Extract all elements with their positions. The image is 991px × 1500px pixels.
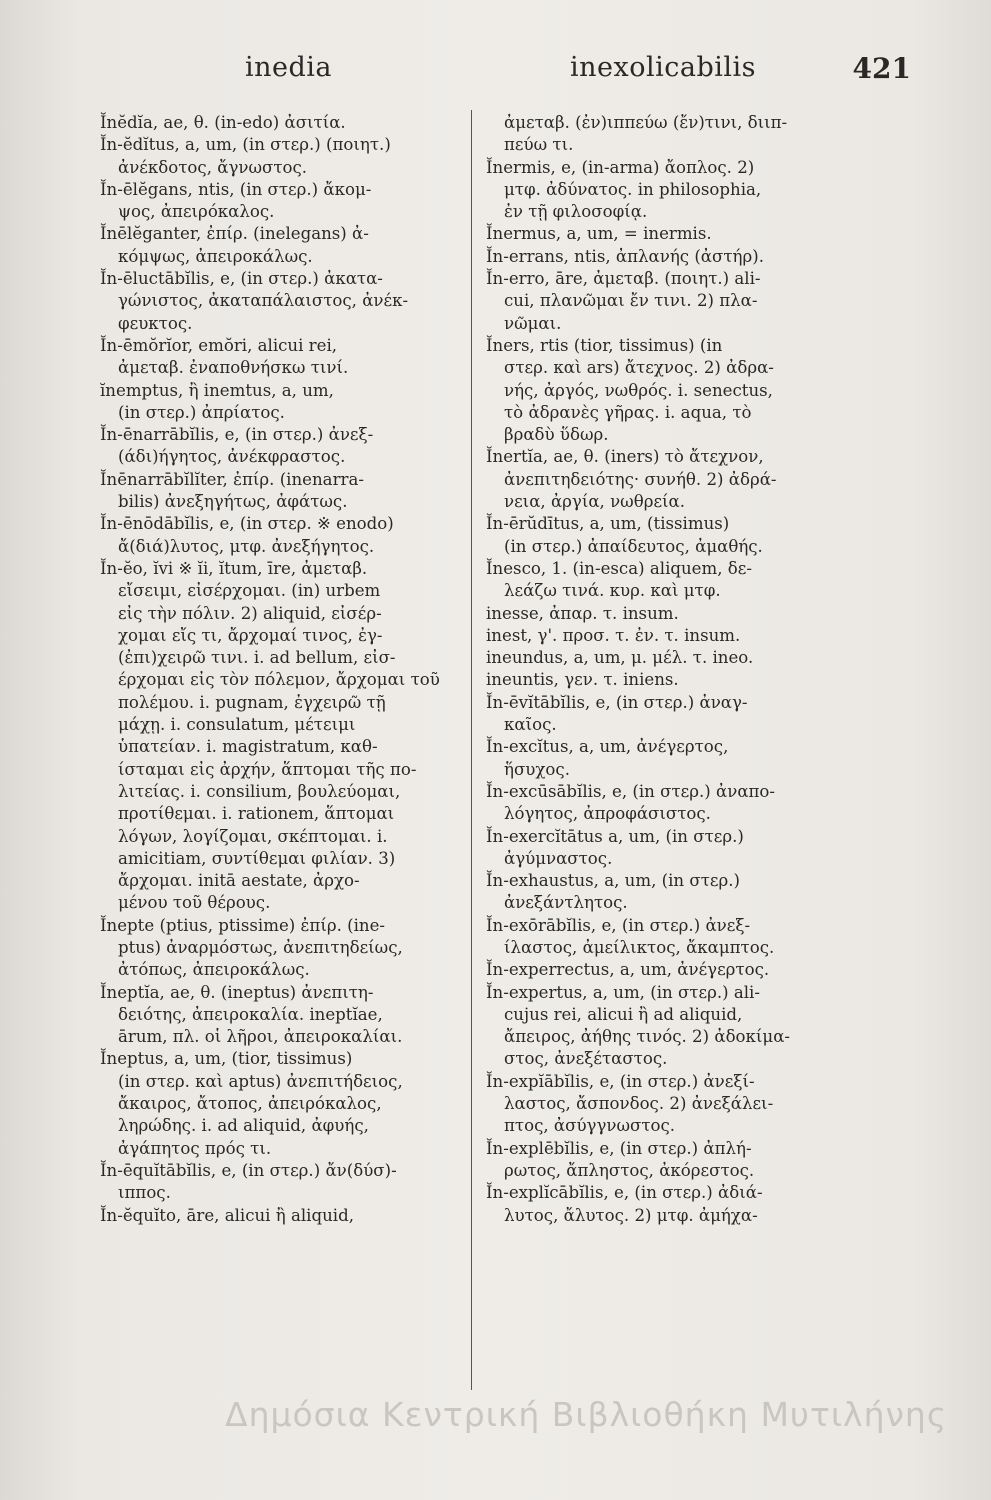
right-guide-word: inexolicabilis xyxy=(570,52,757,83)
entry-headword-line: Ĭn-ērŭdītus, a, um, (tissimus) xyxy=(486,514,730,534)
entry-headword-line: Ĭnepte (ptius, ptissime) ἐπίρ. (ine- xyxy=(100,915,386,935)
entry-headword-line: Ĭn-exercĭtātus a, um, (in στερ.) xyxy=(486,826,744,846)
entry-continuation-line: ἄρχομαι. initā aestate, ἀρχο- xyxy=(118,871,360,891)
entry-continuation-line: (in στερ. καὶ aptus) ἀνεπιτήδειος, xyxy=(118,1071,403,1091)
entry-continuation-line: ptus) ἀναρμόστως, ἀνεπιτηδείως, xyxy=(118,937,403,957)
right-column xyxy=(486,112,856,1227)
entry-continuation-line: μτφ. ἀδύνατος. in philosophia, xyxy=(504,179,762,199)
entry-continuation-line: στος, ἀνεξέταστος. xyxy=(504,1049,668,1069)
entry-headword-line: Ĭn-excĭtus, a, um, ἀνέγερτος, xyxy=(486,737,729,757)
entry-continuation-line: (άδι)ήγητος, ἀνέκφραστος. xyxy=(118,447,346,467)
entry-continuation-line: μένου τοῦ θέρους. xyxy=(118,893,271,913)
entry-continuation-line: ἀγάπητος πρός τι. xyxy=(118,1138,272,1158)
entry-continuation-line: ἀτόπως, ἀπειροκάλως. xyxy=(118,960,310,980)
entry-continuation-line: λυτος, ἄλυτος. 2) μτφ. ἀμήχα- xyxy=(504,1205,758,1225)
entry-headword-line: ĭnemptus, ἢ inemtus, a, um, xyxy=(100,380,334,400)
entry-continuation-line: ληρώδης. i. ad aliquid, ἀφυής, xyxy=(118,1116,369,1136)
entry-continuation-line: amicitiam, συντίθεμαι φιλίαν. 3) xyxy=(118,848,396,868)
entry-headword-line: Ĭn-ĕo, ĭvi ※ ĭi, ĭtum, īre, ἀμεταβ. xyxy=(100,558,368,578)
entry-continuation-line: ἀμεταβ. ἐναποθνήσκω τινί. xyxy=(118,358,349,378)
entry-continuation-line: ἀνεπιτηδειότης· συνήθ. 2) ἀδρά- xyxy=(504,469,777,489)
entry-continuation-line: ἄπειρος, ἀήθης τινός. 2) ἀδοκίμα- xyxy=(504,1027,791,1047)
entry-headword-line: Ĭnĕdĭa, ae, θ. (in-edo) ἀσιτία. xyxy=(100,113,346,132)
entry-headword-line: Ĭn-explĭcābĭlis, e, (in στερ.) ἀδιά- xyxy=(486,1183,763,1203)
entry-headword-line: Ĭn-exōrābĭlis, e, (in στερ.) ἀνεξ- xyxy=(486,915,751,935)
entry-continuation-line: λαστος, ἄσπονδος. 2) ἀνεξάλει- xyxy=(504,1094,774,1114)
entry-continuation-line: γώνιστος, ἀκαταπάλαιστος, ἀνέκ- xyxy=(118,291,409,311)
entry-headword-line: Ĭneptĭa, ae, θ. (ineptus) ἀνεπιτη- xyxy=(100,982,374,1002)
entry-continuation-line: ἀνέκδοτος, ἄγνωστος. xyxy=(118,157,308,177)
page-header xyxy=(80,52,911,96)
entry-continuation-line: (in στερ.) ἀπρίατος. xyxy=(118,402,285,422)
entry-continuation-line: ὑπατείαν. i. magistratum, καθ- xyxy=(118,737,378,757)
entry-continuation-line: δειότης, ἀπειροκαλία. ineptĭae, xyxy=(118,1004,383,1024)
entry-headword-line: Ĭners, rtis (tior, tissimus) (in xyxy=(486,335,723,355)
entry-headword-line: Ĭnēnarrābĭlĭter, ἐπίρ. (inenarra- xyxy=(100,469,364,489)
entry-continuation-line: ψος, ἀπειρόκαλος. xyxy=(118,202,275,222)
entry-headword-line: ineuntis, γεν. τ. iniens. xyxy=(486,670,679,690)
left-guide-word: inedia xyxy=(245,52,333,83)
entry-headword-line: Ĭn-ĕquĭto, āre, alicui ἢ aliquid, xyxy=(100,1205,354,1225)
entry-continuation-line: ἐν τῇ φιλοσοφίᾳ. xyxy=(504,202,648,222)
entry-continuation-line: νής, ἀργός, νωθρός. i. senectus, xyxy=(504,380,773,400)
entry-headword-line: Ĭneptus, a, um, (tior, tissimus) xyxy=(100,1049,353,1069)
entry-headword-line: Ĭn-exhaustus, a, um, (in στερ.) xyxy=(486,871,740,891)
entry-continuation-line: πτος, ἀσύγγνωστος. xyxy=(504,1116,676,1136)
entry-continuation-line: τὸ ἀδρανὲς γῆρας. i. aqua, τὸ xyxy=(504,402,752,422)
entry-continuation-line: ἀγύμναστος. xyxy=(504,848,613,868)
entry-continuation-line: λόγων, λογίζομαι, σκέπτομαι. i. xyxy=(118,826,388,846)
entry-continuation-line: κόμψως, ἀπειροκάλως. xyxy=(118,246,313,266)
entry-continuation-line: λεάζω τινά. κυρ. καὶ μτφ. xyxy=(504,581,721,601)
entry-continuation-line: νῶμαι. xyxy=(504,313,562,333)
entry-headword-line: inesse, ἀπαρ. τ. insum. xyxy=(486,603,679,623)
entry-continuation-line: ιππος. xyxy=(118,1183,171,1203)
entry-continuation-line: λιτείας. i. consilium, βουλεύομαι, xyxy=(118,781,401,801)
entry-continuation-line: νεια, ἀργία, νωθρεία. xyxy=(504,492,686,512)
entry-continuation-line: βραδὺ ὕδωρ. xyxy=(504,425,609,445)
library-watermark: Δημόσια Κεντρική Βιβλιοθήκη Μυτιλήνης xyxy=(225,1395,948,1434)
entry-continuation-line: φευκτος. xyxy=(118,313,193,333)
entry-continuation-line: (ἐπι)χειρῶ τινι. i. ad bellum, εἰσ- xyxy=(118,648,396,668)
entry-continuation-line: χομαι εἴς τι, ἄρχομαί τινος, ἐγ- xyxy=(118,625,383,645)
entry-headword-line: Ĭn-ēvĭtābĭlis, e, (in στερ.) ἀναγ- xyxy=(486,692,748,712)
entry-headword-line: Ĭnesco, 1. (in-esca) aliquem, δε- xyxy=(486,558,752,578)
entry-headword-line: Ĭnēlĕganter, ἐπίρ. (inelegans) ἀ- xyxy=(100,224,369,244)
entry-continuation-line: ίσταμαι εἰς ἀρχήν, ἅπτομαι τῆς πο- xyxy=(118,759,417,779)
entry-continuation-line: προτίθεμαι. i. rationem, ἅπτομαι xyxy=(118,804,395,824)
entry-continuation-line: μάχῃ. i. consulatum, μέτειμι xyxy=(118,715,356,735)
entry-continuation-line: (in στερ.) ἀπαίδευτος, ἀμαθής. xyxy=(504,536,763,556)
entry-continuation-line: ἄκαιρος, ἄτοπος, ἀπειρόκαλος, xyxy=(118,1094,382,1114)
entry-headword-line: Ĭn-experrectus, a, um, ἀνέγερτος. xyxy=(486,960,770,980)
entry-headword-line: Ĭnermis, e, (in-arma) ἄοπλος. 2) xyxy=(486,157,755,177)
entry-headword-line: Ĭn-expertus, a, um, (in στερ.) ali- xyxy=(486,982,760,1002)
entry-headword-line: ineundus, a, um, μ. μέλ. τ. ineo. xyxy=(486,648,754,668)
entry-continuation-line: στερ. καὶ ars) ἄτεχνος. 2) ἀδρα- xyxy=(504,358,774,378)
entry-headword-line: Ĭn-excūsābĭlis, e, (in στερ.) ἀναπο- xyxy=(486,781,776,801)
entry-continuation-line: cujus rei, alicui ἢ ad aliquid, xyxy=(504,1004,743,1024)
entry-headword-line: inest, γ'. προσ. τ. ἐν. τ. insum. xyxy=(486,625,741,645)
entry-continuation-line: ἀνεξάντλητος. xyxy=(504,893,628,913)
entry-continuation-line: ρωτος, ἄπληστος, ἀκόρεστος. xyxy=(504,1160,755,1180)
entry-headword-line: Ĭn-ēquĭtābĭlis, e, (in στερ.) ἄν(δύσ)- xyxy=(100,1160,397,1180)
entry-headword-line: Ĭn-ēnarrābĭlis, e, (in στερ.) ἀνεξ- xyxy=(100,425,374,445)
entry-headword-line: Ĭn-errans, ntis, ἀπλανής (ἀστήρ). xyxy=(486,246,764,266)
left-column xyxy=(100,112,470,1227)
entry-continuation-line: λόγητος, ἀπροφάσιστος. xyxy=(504,804,711,824)
entry-headword-line: Ĭn-expĭābĭlis, e, (in στερ.) ἀνεξί- xyxy=(486,1071,755,1091)
entry-headword-line: Ĭn-ēmŏrĭor, emŏri, alicui rei, xyxy=(100,335,338,355)
entry-continuation-line: πολέμου. i. pugnam, ἐγχειρῶ τῇ xyxy=(118,692,386,712)
entry-continuation-line: ārum, πλ. οἱ λῆροι, ἀπειροκαλίαι. xyxy=(118,1027,403,1047)
entry-continuation-line: ἥσυχος. xyxy=(504,759,570,779)
entry-continuation-line: ἀμεταβ. (ἐν)ιππεύω (ἔν)τινι, διιπ- xyxy=(504,113,788,132)
page-number: 421 xyxy=(852,52,911,85)
entry-continuation-line: έρχομαι εἰς τὸν πόλεμον, ἄρχομαι τοῦ xyxy=(118,670,440,690)
column-divider xyxy=(471,110,472,1390)
entry-headword-line: Ĭn-explēbĭlis, e, (in στερ.) ἀπλή- xyxy=(486,1138,752,1158)
entry-headword-line: Ĭnermus, a, um, = inermis. xyxy=(486,224,712,244)
entry-continuation-line: ίλαστος, ἀμείλικτος, ἄκαμπτος. xyxy=(504,937,775,957)
entry-continuation-line: πεύω τι. xyxy=(504,135,574,155)
entry-continuation-line: cui, πλανῶμαι ἔν τινι. 2) πλα- xyxy=(504,291,758,311)
entry-continuation-line: καῖος. xyxy=(504,715,557,735)
entry-headword-line: Ĭn-ēnōdābĭlis, e, (in στερ. ※ enodo) xyxy=(100,514,394,534)
entry-headword-line: Ĭn-ēlĕgans, ntis, (in στερ.) ἄκομ- xyxy=(100,179,372,199)
entry-headword-line: Ĭnertĭa, ae, θ. (iners) τὸ ἄτεχνον, xyxy=(486,447,764,467)
entry-headword-line: Ĭn-erro, āre, ἀμεταβ. (ποιητ.) ali- xyxy=(486,269,761,289)
entry-continuation-line: εἴσειμι, εἰσέρχομαι. (in) urbem xyxy=(118,581,381,601)
entry-continuation-line: bilis) ἀνεξηγήτως, ἀφάτως. xyxy=(118,492,348,512)
entry-headword-line: Ĭn-ĕdĭtus, a, um, (in στερ.) (ποιητ.) xyxy=(100,135,391,155)
entry-headword-line: Ĭn-ēluctābĭlis, e, (in στερ.) ἀκατα- xyxy=(100,269,383,289)
entry-continuation-line: ἄ(διά)λυτος, μτφ. ἀνεξήγητος. xyxy=(118,536,375,556)
entry-continuation-line: εἰς τὴν πόλιν. 2) aliquid, εἰσέρ- xyxy=(118,603,382,623)
